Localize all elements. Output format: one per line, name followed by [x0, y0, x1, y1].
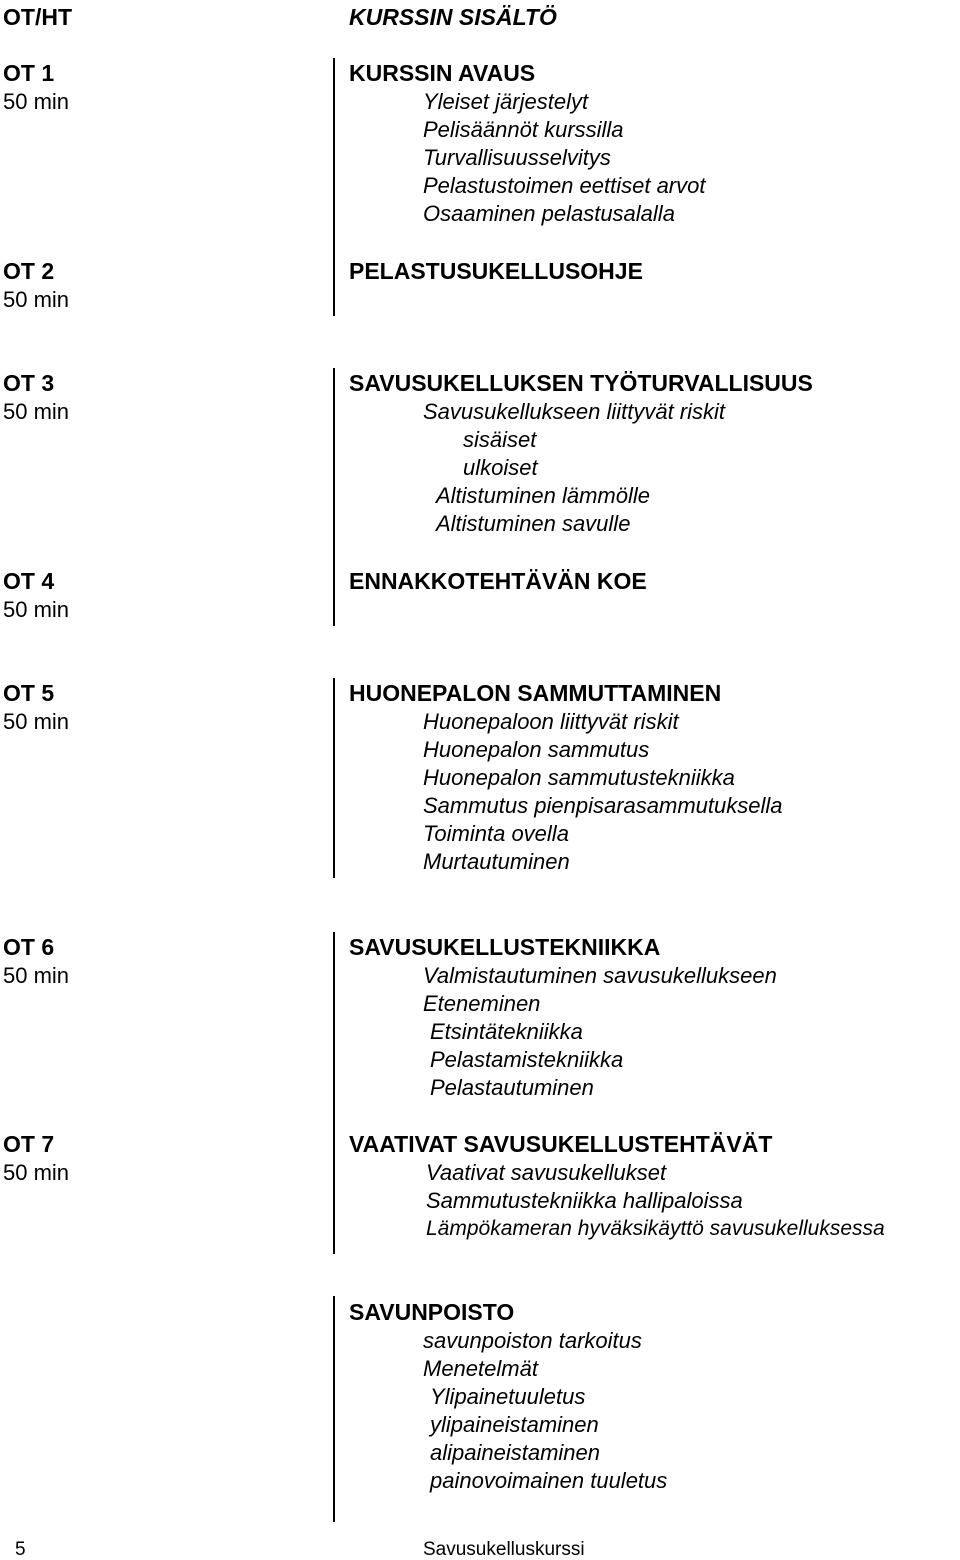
section-title: VAATIVAT SAVUSUKELLUSTEHTÄVÄT — [349, 1131, 773, 1157]
divider-3 — [333, 678, 335, 878]
section-item: Savusukellukseen liittyvät riskit — [423, 399, 726, 424]
section-title: PELASTUSUKELLUSOHJE — [349, 258, 643, 284]
section-item: Menetelmät — [423, 1356, 538, 1381]
ot-duration: 50 min — [3, 597, 70, 622]
ot-label: OT 5 — [3, 680, 55, 706]
ot-label: OT 6 — [3, 934, 55, 960]
ot-duration: 50 min — [3, 287, 70, 312]
divider-1 — [333, 58, 335, 316]
section-item: ulkoiset — [463, 455, 538, 480]
section-item: Sammutustekniikka hallipaloissa — [426, 1188, 743, 1213]
section-title: KURSSIN AVAUS — [349, 60, 536, 86]
section-item: Huonepalon sammutustekniikka — [423, 765, 735, 790]
section-item: Turvallisuusselvitys — [423, 145, 611, 170]
ot-label: OT 7 — [3, 1131, 55, 1157]
section-item: Altistuminen savulle — [436, 511, 631, 536]
header-ot-ht: OT/HT — [3, 4, 72, 30]
section-item: Yleiset järjestelyt — [423, 89, 589, 114]
section-title: SAVUSUKELLUKSEN TYÖTURVALLISUUS — [349, 370, 813, 396]
section-item: Pelastautuminen — [430, 1075, 594, 1100]
section-item: Osaaminen pelastusalalla — [423, 201, 675, 226]
section-item: Sammutus pienpisarasammutuksella — [423, 793, 783, 818]
section-item: savunpoiston tarkoitus — [423, 1328, 642, 1353]
section-item: painovoimainen tuuletus — [430, 1468, 668, 1493]
section-item: Vaativat savusukellukset — [426, 1160, 667, 1185]
section-item: sisäiset — [463, 427, 537, 452]
divider-2 — [333, 368, 335, 626]
section-item: Pelastamistekniikka — [430, 1047, 624, 1072]
section-item: Pelisäännöt kurssilla — [423, 117, 624, 142]
section-item: Valmistautuminen savusukellukseen — [423, 963, 777, 988]
section-item: Etsintätekniikka — [430, 1019, 583, 1044]
section-item: alipaineistaminen — [430, 1440, 600, 1465]
ot-duration: 50 min — [3, 1160, 70, 1185]
ot-duration: 50 min — [3, 399, 70, 424]
section-item: Toiminta ovella — [423, 821, 569, 846]
section-item: Huonepaloon liittyvät riskit — [423, 709, 679, 734]
section-item: Murtautuminen — [423, 849, 570, 874]
divider-5 — [333, 1296, 335, 1522]
section-item: ylipaineistaminen — [430, 1412, 599, 1437]
footer-doc-title: Savusukelluskurssi — [423, 1539, 585, 1560]
ot-duration: 50 min — [3, 709, 70, 734]
divider-4 — [333, 932, 335, 1254]
section-title: ENNAKKOTEHTÄVÄN KOE — [349, 568, 647, 594]
section-title: HUONEPALON SAMMUTTAMINEN — [349, 680, 722, 706]
section-item: Huonepalon sammutus — [423, 737, 650, 762]
section-title: SAVUNPOISTO — [349, 1299, 515, 1325]
section-title: SAVUSUKELLUSTEKNIIKKA — [349, 934, 661, 960]
ot-duration: 50 min — [3, 963, 70, 988]
ot-label: OT 4 — [3, 568, 55, 594]
section-item: Lämpökameran hyväksikäyttö savusukelluksessa — [426, 1217, 885, 1240]
ot-duration: 50 min — [3, 89, 70, 114]
ot-label: OT 2 — [3, 258, 55, 284]
ot-label: OT 1 — [3, 60, 55, 86]
page-number: 5 — [15, 1539, 26, 1560]
section-item: Altistuminen lämmölle — [436, 483, 650, 508]
section-item: Eteneminen — [423, 991, 541, 1016]
ot-label: OT 3 — [3, 370, 55, 396]
section-item: Ylipainetuuletus — [430, 1384, 586, 1409]
header-course-content: KURSSIN SISÄLTÖ — [349, 4, 557, 30]
section-item: Pelastustoimen eettiset arvot — [423, 173, 706, 198]
